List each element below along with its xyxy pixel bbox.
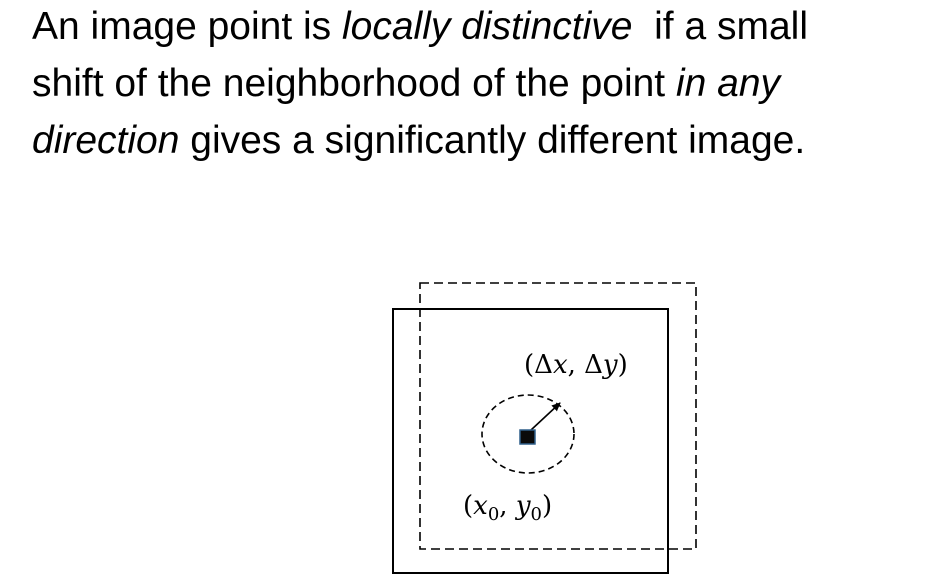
delta-symbol: Δ (534, 350, 553, 380)
variable-x: x (473, 491, 488, 521)
locally-distinctive-emphasis: locally distinctive (342, 5, 633, 48)
label-comma: , (567, 350, 585, 380)
subscript-zero: 0 (530, 504, 542, 525)
point-label (463, 491, 552, 525)
shifted-window (420, 283, 696, 549)
direction-emphasis: direction (32, 119, 180, 162)
variable-x: x (552, 350, 568, 380)
variable-y: y (602, 350, 618, 380)
label-paren: ) (617, 350, 628, 380)
statement-text-segment: gives a significantly different image. (179, 119, 806, 162)
in-any-emphasis: in any (675, 62, 781, 105)
variable-y: y (515, 491, 531, 521)
label-comma: , (499, 491, 516, 521)
shift-label (524, 350, 628, 380)
label-paren: ( (463, 491, 474, 521)
delta-symbol: Δ (584, 350, 603, 380)
statement-text-segment: shift of the neighborhood of the point (32, 62, 676, 105)
statement-text-segment: An image point is (32, 5, 343, 48)
center-point-marker (520, 430, 535, 444)
shift-arrow (531, 403, 560, 430)
subscript-zero: 0 (487, 504, 500, 525)
label-paren: ( (524, 350, 535, 380)
label-paren: ) (541, 491, 553, 521)
statement-text-segment: if a small (632, 5, 809, 48)
